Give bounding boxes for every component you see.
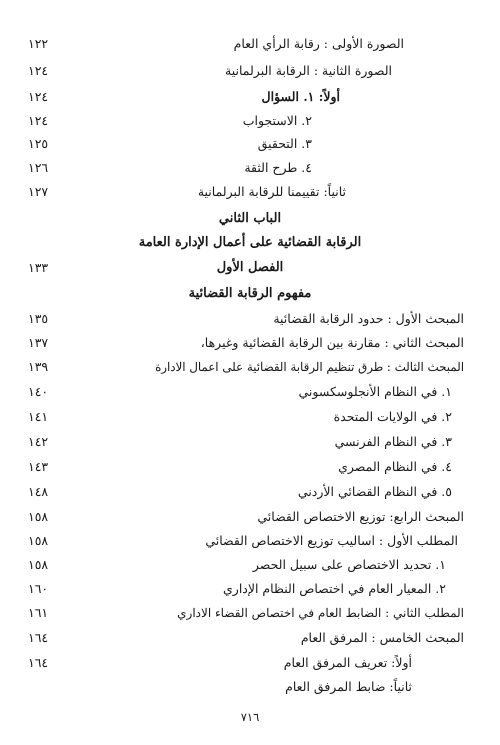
- toc-entry-page: ١٢٢: [28, 36, 49, 51]
- toc-entry: [28, 602, 464, 624]
- toc-entry-text: أولاً: تعريف المرفق العام: [283, 655, 412, 670]
- toc-entry-text: المبحث الثاني : مقارنة بين الرقابة القضائية وغيرها،: [200, 335, 464, 350]
- toc-entry-text: الصورة الثانية : الرقابة البرلمانية: [225, 63, 392, 78]
- toc-entry: [28, 481, 464, 503]
- toc-entry-text: ٢. الاستجواب: [242, 113, 312, 128]
- toc-entry-page: ١٥٨: [28, 557, 49, 572]
- toc-entry-page: ١٤٨: [28, 484, 49, 499]
- toc-entry-page: ١٣٧: [28, 335, 49, 350]
- toc-entry-page: ١٤٠: [28, 384, 49, 399]
- toc-entry: [28, 578, 464, 600]
- toc-entry-page: ١٤٣: [28, 459, 49, 474]
- toc-entry: [28, 406, 464, 428]
- toc-entry-page: ١٢٦: [28, 160, 49, 175]
- toc-entry: [28, 308, 464, 330]
- toc-entry-page: ١٤٢: [28, 434, 49, 449]
- toc-entry-text: ٢. في الولايات المتحدة: [333, 409, 452, 424]
- toc-entry-page: ١٢٤: [28, 89, 49, 104]
- toc-entry-text: ٤. طرح الثقة: [244, 160, 312, 175]
- toc-entry: [28, 181, 464, 203]
- toc-entry: [28, 652, 464, 674]
- toc-entry-text: ٤. في النظام المصري: [338, 459, 452, 474]
- toc-entry-text: المبحث الرابع: توزيع الاختصاص القضائي: [257, 509, 464, 524]
- toc-entry-text: المبحث الأول : حدود الرقابة القضائية: [273, 311, 464, 326]
- toc-entry: [28, 381, 464, 403]
- toc-entry-page: ١٦٤: [28, 630, 49, 645]
- toc-entry-text: أولاً: ١. السؤال: [261, 89, 340, 104]
- toc-entry: [28, 110, 464, 132]
- toc-entry-text: ١. تحديد الاختصاص على سبيل الحصر: [252, 557, 446, 572]
- chapter-heading-text: الفصل الأول: [216, 260, 284, 275]
- toc-entry-page: ١٤١: [28, 409, 49, 424]
- toc-entry: [28, 157, 464, 179]
- toc-entry-text: ثانياً: تقييمنا للرقابة البرلمانية: [197, 184, 346, 199]
- toc-entry-page: ١٢٤: [28, 63, 49, 78]
- page-number: ٧١٦: [240, 710, 260, 724]
- toc-entry-page: ١٣٥: [28, 311, 49, 326]
- toc-entry-text: ١. في النظام الأنجلوسكسوني: [298, 384, 452, 399]
- toc-entry: [28, 676, 464, 698]
- toc-entry: [28, 86, 464, 108]
- toc-entry: [28, 627, 464, 649]
- toc-entry: [28, 554, 464, 576]
- toc-entry: [28, 332, 464, 354]
- toc-entry-page: ١٥٨: [28, 509, 49, 524]
- toc-entry-page: ١٣٩: [28, 359, 49, 374]
- toc-entry: [28, 133, 464, 155]
- toc-entry-text: ٣. في النظام الفرنسي: [334, 434, 452, 449]
- part-heading: الباب الثاني: [218, 211, 282, 226]
- toc-entry-text: ٣. التحقيق: [257, 136, 312, 151]
- toc-entry-text: المطلب الثاني : الضابط العام في اختصاص القضاء الاداري: [177, 606, 464, 620]
- toc-entry-text: المبحث الخامس : المرفق العام: [300, 630, 464, 645]
- toc-entry-text: ثانياً: ضابط المرفق العام: [285, 679, 412, 694]
- part-title: الرقابة القضائية على أعمال الإدارة العامة: [138, 235, 362, 250]
- toc-entry: [28, 60, 464, 82]
- chapter-title: مفهوم الرقابة القضائية: [188, 286, 312, 301]
- toc-entry-page: ١٢٤: [28, 113, 49, 128]
- toc-entry-text: ٢. المعيار العام في اختصاص النظام الإداري: [223, 581, 446, 596]
- toc-entry: [28, 431, 464, 453]
- chapter-heading-page: ١٣٣: [28, 260, 49, 275]
- toc-entry-page: ١٦١: [28, 605, 49, 620]
- chapter-heading: [28, 257, 460, 279]
- toc-entry: [28, 456, 464, 478]
- toc-entry-page: ١٦٠: [28, 581, 49, 596]
- toc-entry: [28, 356, 464, 378]
- toc-entry-text: ٥. في النظام القضائي الأردني: [297, 484, 452, 499]
- toc-entry-text: المبحث الثالث : طرق تنظيم الرقابة القضائية على اعمال الادارة: [155, 360, 464, 374]
- toc-entry-page: ١٦٤: [28, 655, 49, 670]
- toc-entry-page: ١٢٧: [28, 184, 49, 199]
- toc-entry-page: ١٢٥: [28, 136, 49, 151]
- toc-entry-text: الصورة الأولى : رقابة الرأي العام: [233, 36, 404, 51]
- toc-entry-text: المطلب الأول : اساليب توزيع الاختصاص القضائي: [205, 533, 458, 548]
- toc-entry: [28, 506, 464, 528]
- toc-entry: [28, 33, 464, 55]
- toc-entry-page: ١٥٨: [28, 533, 49, 548]
- toc-entry: [28, 530, 464, 552]
